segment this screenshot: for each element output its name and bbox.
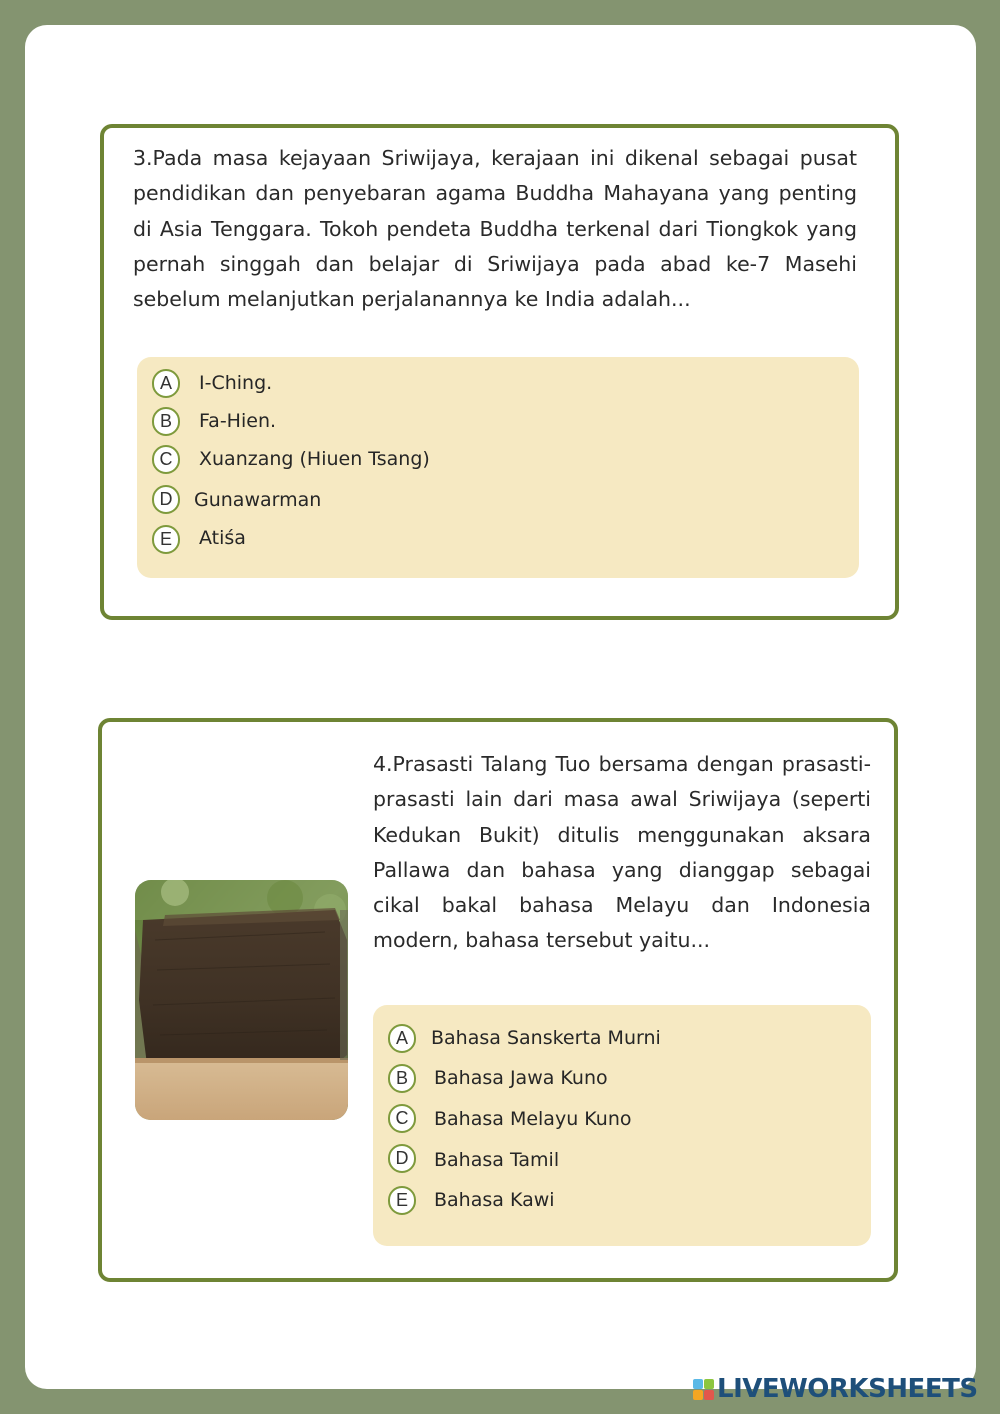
q4-option-d-label[interactable]: Bahasa Tamil: [434, 1149, 560, 1171]
q3-option-e-bubble[interactable]: E: [152, 525, 180, 554]
liveworksheets-brand: [693, 1374, 978, 1404]
q4-option-e-label[interactable]: Bahasa Kawi: [434, 1189, 555, 1211]
q3-option-b-bubble[interactable]: B: [152, 407, 180, 436]
q4-option-a-bubble[interactable]: A: [388, 1024, 416, 1053]
prasasti-stone-photo: [135, 880, 348, 1120]
q3-option-e-label[interactable]: Atiśa: [199, 527, 246, 549]
logo-square-green: [704, 1379, 714, 1389]
logo-square-blue: [693, 1379, 703, 1389]
q4-option-c-bubble[interactable]: C: [388, 1104, 416, 1133]
q4-option-c-label[interactable]: Bahasa Melayu Kuno: [434, 1108, 632, 1130]
q4-option-b-label[interactable]: Bahasa Jawa Kuno: [434, 1067, 608, 1089]
logo-square-orange: [693, 1390, 703, 1400]
q4-option-b-bubble[interactable]: B: [388, 1064, 416, 1093]
q4-option-d-bubble[interactable]: D: [388, 1144, 416, 1173]
question-4-text: 4.Prasasti Talang Tuo bersama dengan prasasti-prasasti lain dari masa awal Sriwijaya (seperti Kedukan Bukit) ditulis menggunakan aksara Pallawa dan bahasa yang dianggap sebagai cikal bakal bahasa Melayu dan Indonesia modern, bahasa tersebut yaitu...: [373, 752, 871, 953]
q3-option-d-bubble[interactable]: D: [152, 485, 180, 514]
q3-option-c-bubble[interactable]: C: [152, 445, 180, 474]
q4-option-e-bubble[interactable]: E: [388, 1186, 416, 1215]
liveworksheets-wordmark: LIVEWORKSHEETS: [717, 1374, 978, 1404]
q3-option-d-label[interactable]: Gunawarman: [194, 489, 322, 511]
liveworksheets-logo-icon: [693, 1379, 714, 1400]
prasasti-stone-illustration: [135, 880, 348, 1120]
q3-option-a-bubble[interactable]: A: [152, 369, 180, 398]
q4-option-a-label[interactable]: Bahasa Sanskerta Murni: [431, 1027, 661, 1049]
logo-square-red: [704, 1390, 714, 1400]
q3-option-a-label[interactable]: I-Ching.: [199, 372, 273, 394]
q3-option-c-label[interactable]: Xuanzang (Hiuen Tsang): [199, 448, 430, 470]
question-3-text: 3.Pada masa kejayaan Sriwijaya, kerajaan ini dikenal sebagai pusat pendidikan dan penyebaran agama Buddha Mahayana yang penting di Asia Tenggara. Tokoh pendeta Buddha terkenal dari Tiongkok yang pernah singgah dan belajar di Sriwijaya pada abad ke-7 Masehi sebelum melanjutkan perjalanannya ke India adalah...: [133, 146, 857, 312]
q3-option-b-label[interactable]: Fa-Hien.: [199, 410, 277, 432]
